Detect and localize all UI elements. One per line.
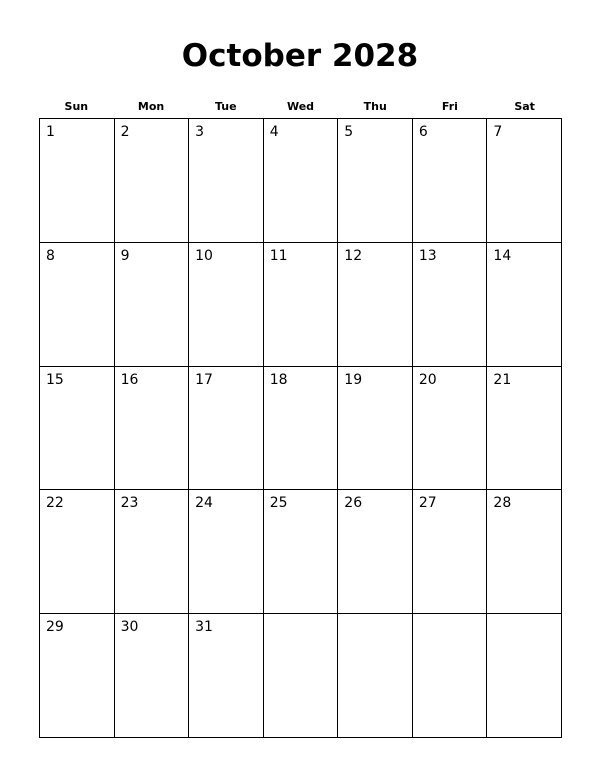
- day-number: 10: [195, 247, 213, 264]
- day-number: 23: [120, 495, 139, 512]
- day-cell: [40, 243, 115, 367]
- day-cell: [487, 367, 562, 491]
- day-number: 11: [269, 247, 288, 264]
- day-cell: [487, 243, 562, 367]
- day-number: 25: [269, 495, 288, 512]
- day-cell: [264, 490, 339, 614]
- weekday-tue: Tue: [214, 100, 237, 113]
- day-cell: [413, 490, 488, 614]
- day-cell: [189, 490, 264, 614]
- day-cell-empty: [338, 614, 413, 738]
- day-cell: [264, 119, 339, 243]
- day-number: 18: [269, 371, 288, 388]
- weekday-mon: Mon: [137, 100, 165, 113]
- day-cell: [115, 243, 190, 367]
- day-cell: [115, 614, 190, 738]
- day-number: 3: [195, 124, 205, 140]
- day-number: 12: [344, 247, 363, 264]
- day-cell: [487, 119, 562, 243]
- day-cell: [189, 367, 264, 491]
- day-number: 15: [46, 371, 64, 388]
- day-cell: [338, 490, 413, 614]
- day-cell: [487, 490, 562, 614]
- day-number: 17: [195, 371, 213, 388]
- day-number: 26: [344, 495, 363, 512]
- day-number: 20: [418, 371, 437, 388]
- day-cell: [115, 119, 190, 243]
- day-cell: [115, 367, 190, 491]
- weekday-thu: Thu: [363, 100, 387, 113]
- day-number: 27: [418, 495, 437, 512]
- day-cell-empty: [413, 614, 488, 738]
- day-number: 19: [344, 371, 363, 388]
- day-number: 22: [46, 495, 64, 512]
- weekday-fri: Fri: [441, 100, 458, 113]
- weekday-header-row: [39, 99, 562, 115]
- day-number: 24: [195, 495, 213, 512]
- day-number: 7: [493, 124, 503, 140]
- weekday-wed: Wed: [286, 100, 315, 113]
- day-cell: [115, 490, 190, 614]
- day-cell: [40, 367, 115, 491]
- weekday-sun: Sun: [64, 100, 89, 113]
- day-cell: [264, 367, 339, 491]
- day-number: 28: [493, 495, 512, 512]
- day-number: 5: [344, 124, 354, 140]
- day-cell: [189, 119, 264, 243]
- day-number: 2: [120, 124, 130, 140]
- day-cell: [40, 119, 115, 243]
- day-number: 14: [493, 247, 512, 264]
- day-number: 29: [46, 619, 64, 636]
- day-cell: [338, 367, 413, 491]
- day-number: 31: [195, 619, 213, 636]
- day-number: 4: [269, 124, 279, 140]
- day-number: 16: [120, 371, 139, 388]
- day-cell: [40, 614, 115, 738]
- day-cell: [189, 243, 264, 367]
- day-cell-empty: [487, 614, 562, 738]
- day-cell: [40, 490, 115, 614]
- day-cell: [264, 243, 339, 367]
- day-number: 1: [46, 124, 55, 140]
- calendar-title: October 2028: [181, 38, 419, 74]
- day-number: 30: [120, 619, 139, 636]
- day-cell: [338, 243, 413, 367]
- day-number: 6: [418, 124, 428, 140]
- day-cell: [189, 614, 264, 738]
- day-cell: [413, 119, 488, 243]
- day-number: 8: [46, 247, 55, 264]
- day-cell-empty: [264, 614, 339, 738]
- day-number: 9: [120, 247, 130, 264]
- day-cell: [413, 367, 488, 491]
- weekday-sat: Sat: [514, 100, 535, 113]
- day-cell: [338, 119, 413, 243]
- day-number: 13: [418, 247, 437, 264]
- day-number: 21: [493, 371, 512, 388]
- day-cell: [413, 243, 488, 367]
- calendar-grid: [39, 118, 562, 738]
